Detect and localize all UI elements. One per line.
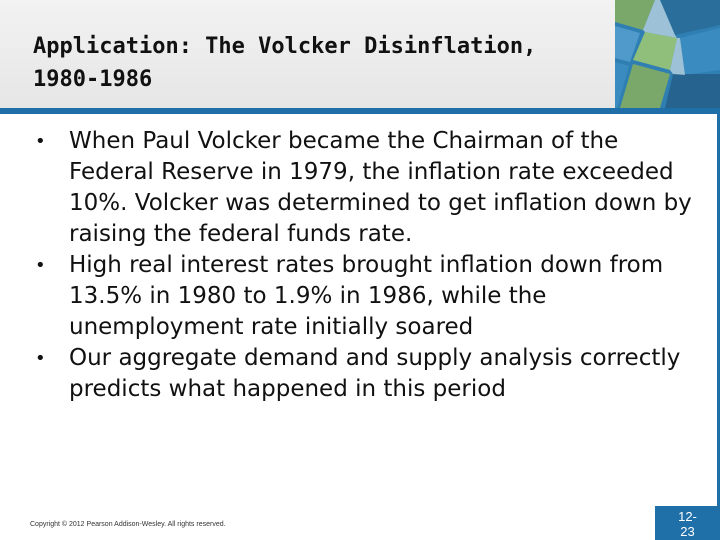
bullet-item — [33, 126, 703, 250]
bullet-text: High real interest rates brought inflation down from 13.5% in 1980 to 1.9% in 1986, while the unemployment rate initially soared — [69, 252, 664, 340]
title-line-1: Application: The Volcker Disinflation, — [33, 34, 537, 59]
slide-header — [0, 0, 615, 108]
slide-footer — [0, 515, 655, 540]
copyright-notice: Copyright © 2012 Pearson Addison-Wesley. All rights reserved. — [30, 521, 226, 528]
slide-number-line-1: 12- — [678, 509, 697, 524]
slide-title — [33, 30, 536, 96]
slide-body — [0, 114, 717, 515]
bullet-text: Our aggregate demand and supply analysis correctly predicts what happened in this period — [69, 345, 681, 402]
bullet-icon: • — [35, 255, 46, 276]
corner-decoration-image — [615, 0, 720, 108]
bullet-icon: • — [35, 348, 46, 369]
abstract-mosaic-decoration — [615, 0, 720, 108]
bullet-icon: • — [35, 131, 46, 152]
slide-number-line-2: 23 — [680, 524, 695, 539]
bullet-item — [33, 343, 703, 405]
bullet-list — [33, 126, 703, 405]
bullet-item — [33, 250, 703, 343]
slide-number — [655, 506, 720, 540]
bullet-text: When Paul Volcker became the Chairman of the Federal Reserve in 1979, the inflation rate exceeded 10%. Volcker was determined to get inflation down by raising the federal funds rate. — [69, 128, 692, 247]
title-line-2: 1980-1986 — [33, 67, 153, 92]
